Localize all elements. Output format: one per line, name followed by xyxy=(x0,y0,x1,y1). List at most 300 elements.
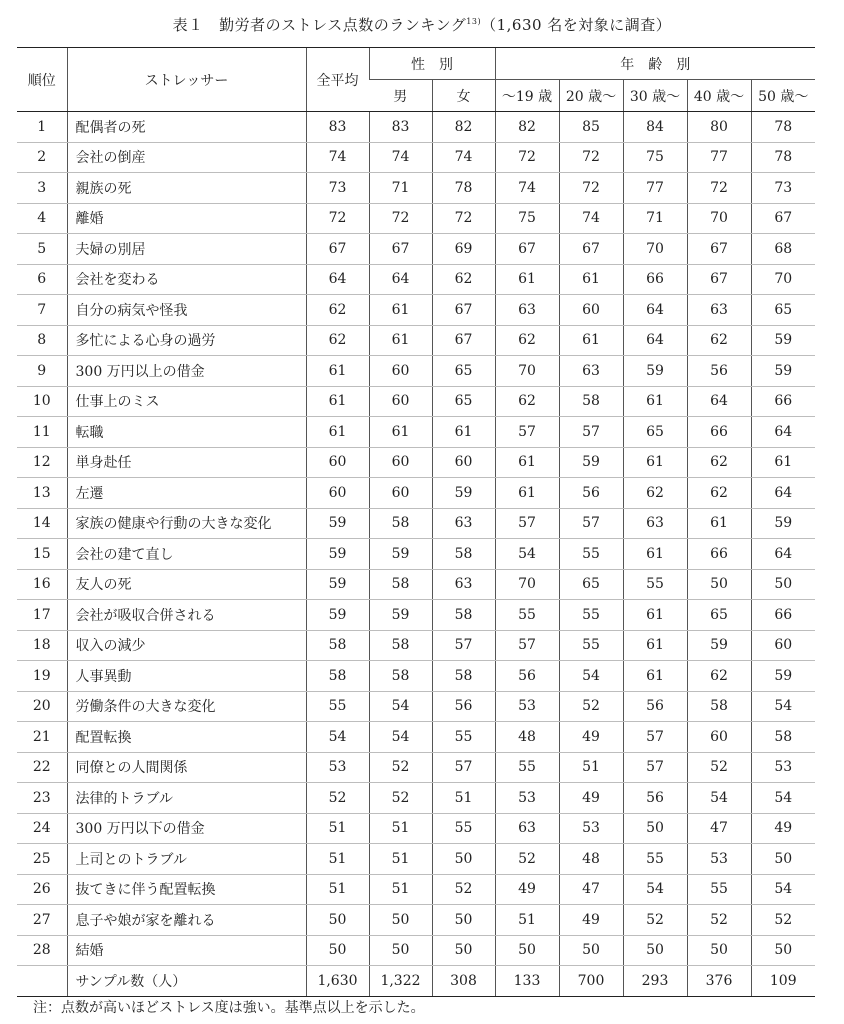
table-row xyxy=(17,539,815,570)
overall-score-cell: 51 xyxy=(306,844,369,875)
age-40s-score-cell: 60 xyxy=(687,722,751,753)
female-score-cell: 61 xyxy=(432,417,495,448)
female-score-cell: 58 xyxy=(432,600,495,631)
age-30s-score-cell: 50 xyxy=(623,813,687,844)
age-50s-score-cell: 60 xyxy=(751,630,815,661)
age-20s-score-cell: 47 xyxy=(559,874,623,905)
age-40s-score-cell: 66 xyxy=(687,539,751,570)
age-50s-score-cell: 53 xyxy=(751,752,815,783)
overall-score-cell: 59 xyxy=(306,539,369,570)
age-30s-score-cell: 64 xyxy=(623,325,687,356)
rank-cell: 3 xyxy=(17,173,67,204)
male-score-cell: 71 xyxy=(369,173,432,204)
age-30s-score-cell: 61 xyxy=(623,386,687,417)
table-row xyxy=(17,478,815,509)
age-50s-score-cell: 67 xyxy=(751,203,815,234)
rank-cell: 7 xyxy=(17,295,67,326)
male-score-cell: 59 xyxy=(369,539,432,570)
age-50s-score-cell: 65 xyxy=(751,295,815,326)
caption-text: 表１ 勤労者のストレス点数のランキング xyxy=(172,16,467,34)
rank-cell: 14 xyxy=(17,508,67,539)
rank-cell: 6 xyxy=(17,264,67,295)
age-30s-score-cell: 52 xyxy=(623,905,687,936)
age-40s-score-cell: 62 xyxy=(687,325,751,356)
overall-score-cell: 53 xyxy=(306,752,369,783)
table-note: 注：点数が高いほどストレス度は強い。基準点以上を示した。 xyxy=(33,1000,425,1016)
overall-score-cell: 51 xyxy=(306,813,369,844)
table-row xyxy=(17,142,815,173)
age-20s-score-cell: 49 xyxy=(559,783,623,814)
sample-age-40s-cell: 376 xyxy=(687,966,751,997)
age-40s-score-cell: 52 xyxy=(687,752,751,783)
stressor-cell: 会社の建て直し xyxy=(67,539,306,570)
male-score-cell: 83 xyxy=(369,112,432,143)
table-row xyxy=(17,112,815,143)
male-score-cell: 60 xyxy=(369,447,432,478)
age-30s-score-cell: 61 xyxy=(623,630,687,661)
rank-cell: 22 xyxy=(17,752,67,783)
caption-reference: 13) xyxy=(466,17,482,26)
age-40s-score-cell: 47 xyxy=(687,813,751,844)
female-score-cell: 65 xyxy=(432,386,495,417)
age-under-19-score-cell: 50 xyxy=(495,935,559,966)
age-under-19-score-cell: 62 xyxy=(495,386,559,417)
overall-score-cell: 50 xyxy=(306,905,369,936)
male-score-cell: 61 xyxy=(369,417,432,448)
age-40s-score-cell: 54 xyxy=(687,783,751,814)
age-under-19-score-cell: 63 xyxy=(495,295,559,326)
age-30s-score-cell: 57 xyxy=(623,722,687,753)
age-20s-score-cell: 72 xyxy=(559,142,623,173)
stressor-cell: 配置転換 xyxy=(67,722,306,753)
table-row xyxy=(17,234,815,265)
age-under-19-score-cell: 74 xyxy=(495,173,559,204)
table-row xyxy=(17,691,815,722)
sample-age-50s-cell: 109 xyxy=(751,966,815,997)
age-50s-score-cell: 54 xyxy=(751,874,815,905)
age-40s-score-cell: 62 xyxy=(687,661,751,692)
age-under-19-score-cell: 52 xyxy=(495,844,559,875)
table-row xyxy=(17,935,815,966)
table-row xyxy=(17,173,815,204)
table-row xyxy=(17,844,815,875)
table-row xyxy=(17,661,815,692)
rank-cell: 1 xyxy=(17,112,67,143)
age-under-19-score-cell: 57 xyxy=(495,417,559,448)
overall-score-cell: 60 xyxy=(306,447,369,478)
stressor-cell: 友人の死 xyxy=(67,569,306,600)
table-row xyxy=(17,203,815,234)
table-row xyxy=(17,813,815,844)
female-score-cell: 55 xyxy=(432,722,495,753)
age-20s-score-cell: 51 xyxy=(559,752,623,783)
stressor-cell: 300 万円以上の借金 xyxy=(67,356,306,387)
stressor-cell: 結婚 xyxy=(67,935,306,966)
stressor-cell: 同僚との人間関係 xyxy=(67,752,306,783)
rank-cell: 5 xyxy=(17,234,67,265)
table-row xyxy=(17,295,815,326)
female-score-cell: 63 xyxy=(432,508,495,539)
age-40s-score-cell: 53 xyxy=(687,844,751,875)
male-score-cell: 52 xyxy=(369,783,432,814)
male-score-cell: 50 xyxy=(369,935,432,966)
age-under-19-score-cell: 70 xyxy=(495,569,559,600)
age-30s-score-cell: 54 xyxy=(623,874,687,905)
female-score-cell: 59 xyxy=(432,478,495,509)
age-20s-score-cell: 59 xyxy=(559,447,623,478)
age-30s-score-cell: 55 xyxy=(623,844,687,875)
male-score-cell: 58 xyxy=(369,630,432,661)
female-score-cell: 78 xyxy=(432,173,495,204)
age-20s-score-cell: 52 xyxy=(559,691,623,722)
overall-score-cell: 59 xyxy=(306,508,369,539)
male-score-cell: 59 xyxy=(369,600,432,631)
age-under-19-score-cell: 53 xyxy=(495,691,559,722)
male-score-cell: 58 xyxy=(369,508,432,539)
age-50s-score-cell: 54 xyxy=(751,691,815,722)
table-row xyxy=(17,325,815,356)
age-under-19-score-cell: 61 xyxy=(495,264,559,295)
age-30s-score-cell: 56 xyxy=(623,691,687,722)
rank-cell: 15 xyxy=(17,539,67,570)
age-50s-score-cell: 78 xyxy=(751,142,815,173)
rank-cell: 23 xyxy=(17,783,67,814)
header-rank: 順位 xyxy=(17,48,67,112)
age-40s-score-cell: 59 xyxy=(687,630,751,661)
table-row xyxy=(17,447,815,478)
age-50s-score-cell: 52 xyxy=(751,905,815,936)
female-score-cell: 58 xyxy=(432,539,495,570)
age-30s-score-cell: 61 xyxy=(623,661,687,692)
age-40s-score-cell: 62 xyxy=(687,478,751,509)
age-30s-score-cell: 70 xyxy=(623,234,687,265)
header-gender-group: 性 別 xyxy=(369,48,495,80)
overall-score-cell: 59 xyxy=(306,600,369,631)
age-30s-score-cell: 77 xyxy=(623,173,687,204)
female-score-cell: 52 xyxy=(432,874,495,905)
age-under-19-score-cell: 82 xyxy=(495,112,559,143)
age-40s-score-cell: 67 xyxy=(687,264,751,295)
female-score-cell: 51 xyxy=(432,783,495,814)
male-score-cell: 52 xyxy=(369,752,432,783)
female-score-cell: 55 xyxy=(432,813,495,844)
age-under-19-score-cell: 51 xyxy=(495,905,559,936)
age-under-19-score-cell: 63 xyxy=(495,813,559,844)
stressor-cell: 300 万円以下の借金 xyxy=(67,813,306,844)
stressor-cell: 多忙による心身の過労 xyxy=(67,325,306,356)
stressor-cell: 上司とのトラブル xyxy=(67,844,306,875)
male-score-cell: 74 xyxy=(369,142,432,173)
age-40s-score-cell: 64 xyxy=(687,386,751,417)
stressor-cell: 会社を変わる xyxy=(67,264,306,295)
overall-score-cell: 55 xyxy=(306,691,369,722)
age-30s-score-cell: 55 xyxy=(623,569,687,600)
header-stressor: ストレッサー xyxy=(67,48,306,112)
table-row xyxy=(17,356,815,387)
age-20s-score-cell: 61 xyxy=(559,264,623,295)
age-under-19-score-cell: 61 xyxy=(495,478,559,509)
overall-score-cell: 67 xyxy=(306,234,369,265)
stressor-cell: 抜てきに伴う配置転換 xyxy=(67,874,306,905)
female-score-cell: 65 xyxy=(432,356,495,387)
age-50s-score-cell: 59 xyxy=(751,508,815,539)
age-50s-score-cell: 50 xyxy=(751,569,815,600)
age-50s-score-cell: 61 xyxy=(751,447,815,478)
header-age-40s: 40 歳〜 xyxy=(687,80,751,112)
age-under-19-score-cell: 55 xyxy=(495,752,559,783)
age-20s-score-cell: 65 xyxy=(559,569,623,600)
stressor-cell: 会社の倒産 xyxy=(67,142,306,173)
male-score-cell: 54 xyxy=(369,722,432,753)
stressor-cell: 法律的トラブル xyxy=(67,783,306,814)
age-20s-score-cell: 57 xyxy=(559,417,623,448)
header-age-30s: 30 歳〜 xyxy=(623,80,687,112)
age-under-19-score-cell: 57 xyxy=(495,630,559,661)
age-40s-score-cell: 72 xyxy=(687,173,751,204)
rank-cell: 13 xyxy=(17,478,67,509)
male-score-cell: 67 xyxy=(369,234,432,265)
sample-male-cell: 1,322 xyxy=(369,966,432,997)
overall-score-cell: 62 xyxy=(306,295,369,326)
age-50s-score-cell: 78 xyxy=(751,112,815,143)
age-30s-score-cell: 84 xyxy=(623,112,687,143)
age-30s-score-cell: 59 xyxy=(623,356,687,387)
sample-age-20s-cell: 700 xyxy=(559,966,623,997)
male-score-cell: 50 xyxy=(369,905,432,936)
overall-score-cell: 58 xyxy=(306,630,369,661)
overall-score-cell: 54 xyxy=(306,722,369,753)
rank-cell: 21 xyxy=(17,722,67,753)
age-20s-score-cell: 56 xyxy=(559,478,623,509)
caption-suffix: （1,630 名を対象に調査） xyxy=(481,16,672,34)
stressor-cell: 収入の減少 xyxy=(67,630,306,661)
table-row xyxy=(17,783,815,814)
sample-age-under-19-cell: 133 xyxy=(495,966,559,997)
rank-cell: 16 xyxy=(17,569,67,600)
sample-age-30s-cell: 293 xyxy=(623,966,687,997)
age-20s-score-cell: 49 xyxy=(559,722,623,753)
sample-rank-cell xyxy=(17,966,67,997)
sample-size-row xyxy=(17,966,815,997)
age-20s-score-cell: 57 xyxy=(559,508,623,539)
age-40s-score-cell: 61 xyxy=(687,508,751,539)
male-score-cell: 61 xyxy=(369,295,432,326)
age-under-19-score-cell: 48 xyxy=(495,722,559,753)
rank-cell: 10 xyxy=(17,386,67,417)
table-row xyxy=(17,630,815,661)
age-30s-score-cell: 61 xyxy=(623,539,687,570)
male-score-cell: 51 xyxy=(369,874,432,905)
female-score-cell: 50 xyxy=(432,905,495,936)
age-50s-score-cell: 50 xyxy=(751,844,815,875)
age-40s-score-cell: 52 xyxy=(687,905,751,936)
age-under-19-score-cell: 67 xyxy=(495,234,559,265)
stressor-cell: 単身赴任 xyxy=(67,447,306,478)
rank-cell: 20 xyxy=(17,691,67,722)
female-score-cell: 67 xyxy=(432,295,495,326)
age-20s-score-cell: 58 xyxy=(559,386,623,417)
table-row xyxy=(17,600,815,631)
male-score-cell: 64 xyxy=(369,264,432,295)
age-40s-score-cell: 66 xyxy=(687,417,751,448)
age-40s-score-cell: 80 xyxy=(687,112,751,143)
age-50s-score-cell: 59 xyxy=(751,325,815,356)
overall-score-cell: 51 xyxy=(306,874,369,905)
age-40s-score-cell: 62 xyxy=(687,447,751,478)
male-score-cell: 61 xyxy=(369,325,432,356)
age-40s-score-cell: 56 xyxy=(687,356,751,387)
table-row xyxy=(17,874,815,905)
age-50s-score-cell: 64 xyxy=(751,539,815,570)
age-under-19-score-cell: 62 xyxy=(495,325,559,356)
rank-cell: 28 xyxy=(17,935,67,966)
stressor-cell: 夫婦の別居 xyxy=(67,234,306,265)
overall-score-cell: 60 xyxy=(306,478,369,509)
age-20s-score-cell: 63 xyxy=(559,356,623,387)
table-row xyxy=(17,905,815,936)
sample-female-cell: 308 xyxy=(432,966,495,997)
age-30s-score-cell: 66 xyxy=(623,264,687,295)
overall-score-cell: 61 xyxy=(306,386,369,417)
rank-cell: 9 xyxy=(17,356,67,387)
rank-cell: 25 xyxy=(17,844,67,875)
header-age-50s: 50 歳〜 xyxy=(751,80,815,112)
overall-score-cell: 52 xyxy=(306,783,369,814)
age-50s-score-cell: 50 xyxy=(751,935,815,966)
age-50s-score-cell: 66 xyxy=(751,386,815,417)
age-50s-score-cell: 54 xyxy=(751,783,815,814)
rank-cell: 18 xyxy=(17,630,67,661)
overall-score-cell: 59 xyxy=(306,569,369,600)
overall-score-cell: 58 xyxy=(306,661,369,692)
age-40s-score-cell: 65 xyxy=(687,600,751,631)
stressor-cell: 会社が吸収合併される xyxy=(67,600,306,631)
age-under-19-score-cell: 70 xyxy=(495,356,559,387)
age-50s-score-cell: 64 xyxy=(751,478,815,509)
header-age-group: 年 齢 別 xyxy=(495,48,815,80)
age-50s-score-cell: 58 xyxy=(751,722,815,753)
rank-cell: 2 xyxy=(17,142,67,173)
female-score-cell: 50 xyxy=(432,935,495,966)
female-score-cell: 50 xyxy=(432,844,495,875)
stress-ranking-table xyxy=(17,47,815,997)
table-row xyxy=(17,417,815,448)
male-score-cell: 58 xyxy=(369,661,432,692)
overall-score-cell: 73 xyxy=(306,173,369,204)
table-row xyxy=(17,569,815,600)
female-score-cell: 57 xyxy=(432,752,495,783)
age-40s-score-cell: 63 xyxy=(687,295,751,326)
age-40s-score-cell: 77 xyxy=(687,142,751,173)
age-under-19-score-cell: 56 xyxy=(495,661,559,692)
age-30s-score-cell: 62 xyxy=(623,478,687,509)
age-under-19-score-cell: 61 xyxy=(495,447,559,478)
age-20s-score-cell: 55 xyxy=(559,539,623,570)
age-40s-score-cell: 55 xyxy=(687,874,751,905)
stressor-cell: 仕事上のミス xyxy=(67,386,306,417)
age-30s-score-cell: 65 xyxy=(623,417,687,448)
sample-label-cell: サンプル数（人） xyxy=(67,966,306,997)
header-male: 男 xyxy=(369,80,432,112)
age-20s-score-cell: 54 xyxy=(559,661,623,692)
age-20s-score-cell: 74 xyxy=(559,203,623,234)
age-40s-score-cell: 58 xyxy=(687,691,751,722)
female-score-cell: 58 xyxy=(432,661,495,692)
female-score-cell: 72 xyxy=(432,203,495,234)
header-overall: 全平均 xyxy=(306,48,369,112)
stressor-cell: 左遷 xyxy=(67,478,306,509)
age-20s-score-cell: 48 xyxy=(559,844,623,875)
rank-cell: 26 xyxy=(17,874,67,905)
age-30s-score-cell: 75 xyxy=(623,142,687,173)
age-20s-score-cell: 53 xyxy=(559,813,623,844)
table-header xyxy=(17,48,815,112)
age-30s-score-cell: 71 xyxy=(623,203,687,234)
overall-score-cell: 64 xyxy=(306,264,369,295)
male-score-cell: 51 xyxy=(369,844,432,875)
table-row xyxy=(17,722,815,753)
header-age-under-19: 〜19 歳 xyxy=(495,80,559,112)
age-under-19-score-cell: 75 xyxy=(495,203,559,234)
age-20s-score-cell: 55 xyxy=(559,630,623,661)
age-30s-score-cell: 64 xyxy=(623,295,687,326)
stressor-cell: 人事異動 xyxy=(67,661,306,692)
age-50s-score-cell: 68 xyxy=(751,234,815,265)
rank-cell: 11 xyxy=(17,417,67,448)
male-score-cell: 51 xyxy=(369,813,432,844)
age-40s-score-cell: 67 xyxy=(687,234,751,265)
female-score-cell: 82 xyxy=(432,112,495,143)
rank-cell: 8 xyxy=(17,325,67,356)
male-score-cell: 60 xyxy=(369,478,432,509)
rank-cell: 17 xyxy=(17,600,67,631)
rank-cell: 27 xyxy=(17,905,67,936)
female-score-cell: 62 xyxy=(432,264,495,295)
age-50s-score-cell: 49 xyxy=(751,813,815,844)
age-under-19-score-cell: 49 xyxy=(495,874,559,905)
stressor-cell: 転職 xyxy=(67,417,306,448)
age-20s-score-cell: 60 xyxy=(559,295,623,326)
age-30s-score-cell: 50 xyxy=(623,935,687,966)
male-score-cell: 54 xyxy=(369,691,432,722)
age-under-19-score-cell: 53 xyxy=(495,783,559,814)
age-50s-score-cell: 59 xyxy=(751,356,815,387)
age-20s-score-cell: 85 xyxy=(559,112,623,143)
age-50s-score-cell: 73 xyxy=(751,173,815,204)
female-score-cell: 74 xyxy=(432,142,495,173)
female-score-cell: 67 xyxy=(432,325,495,356)
age-20s-score-cell: 61 xyxy=(559,325,623,356)
rank-cell: 24 xyxy=(17,813,67,844)
overall-score-cell: 61 xyxy=(306,417,369,448)
stressor-cell: 家族の健康や行動の大きな変化 xyxy=(67,508,306,539)
age-under-19-score-cell: 72 xyxy=(495,142,559,173)
age-20s-score-cell: 50 xyxy=(559,935,623,966)
table-caption xyxy=(0,14,844,35)
age-20s-score-cell: 55 xyxy=(559,600,623,631)
age-30s-score-cell: 57 xyxy=(623,752,687,783)
age-under-19-score-cell: 55 xyxy=(495,600,559,631)
age-50s-score-cell: 64 xyxy=(751,417,815,448)
header-row-top xyxy=(17,48,815,80)
male-score-cell: 60 xyxy=(369,386,432,417)
table-row xyxy=(17,264,815,295)
header-female: 女 xyxy=(432,80,495,112)
rank-cell: 4 xyxy=(17,203,67,234)
rank-cell: 19 xyxy=(17,661,67,692)
overall-score-cell: 83 xyxy=(306,112,369,143)
age-50s-score-cell: 59 xyxy=(751,661,815,692)
